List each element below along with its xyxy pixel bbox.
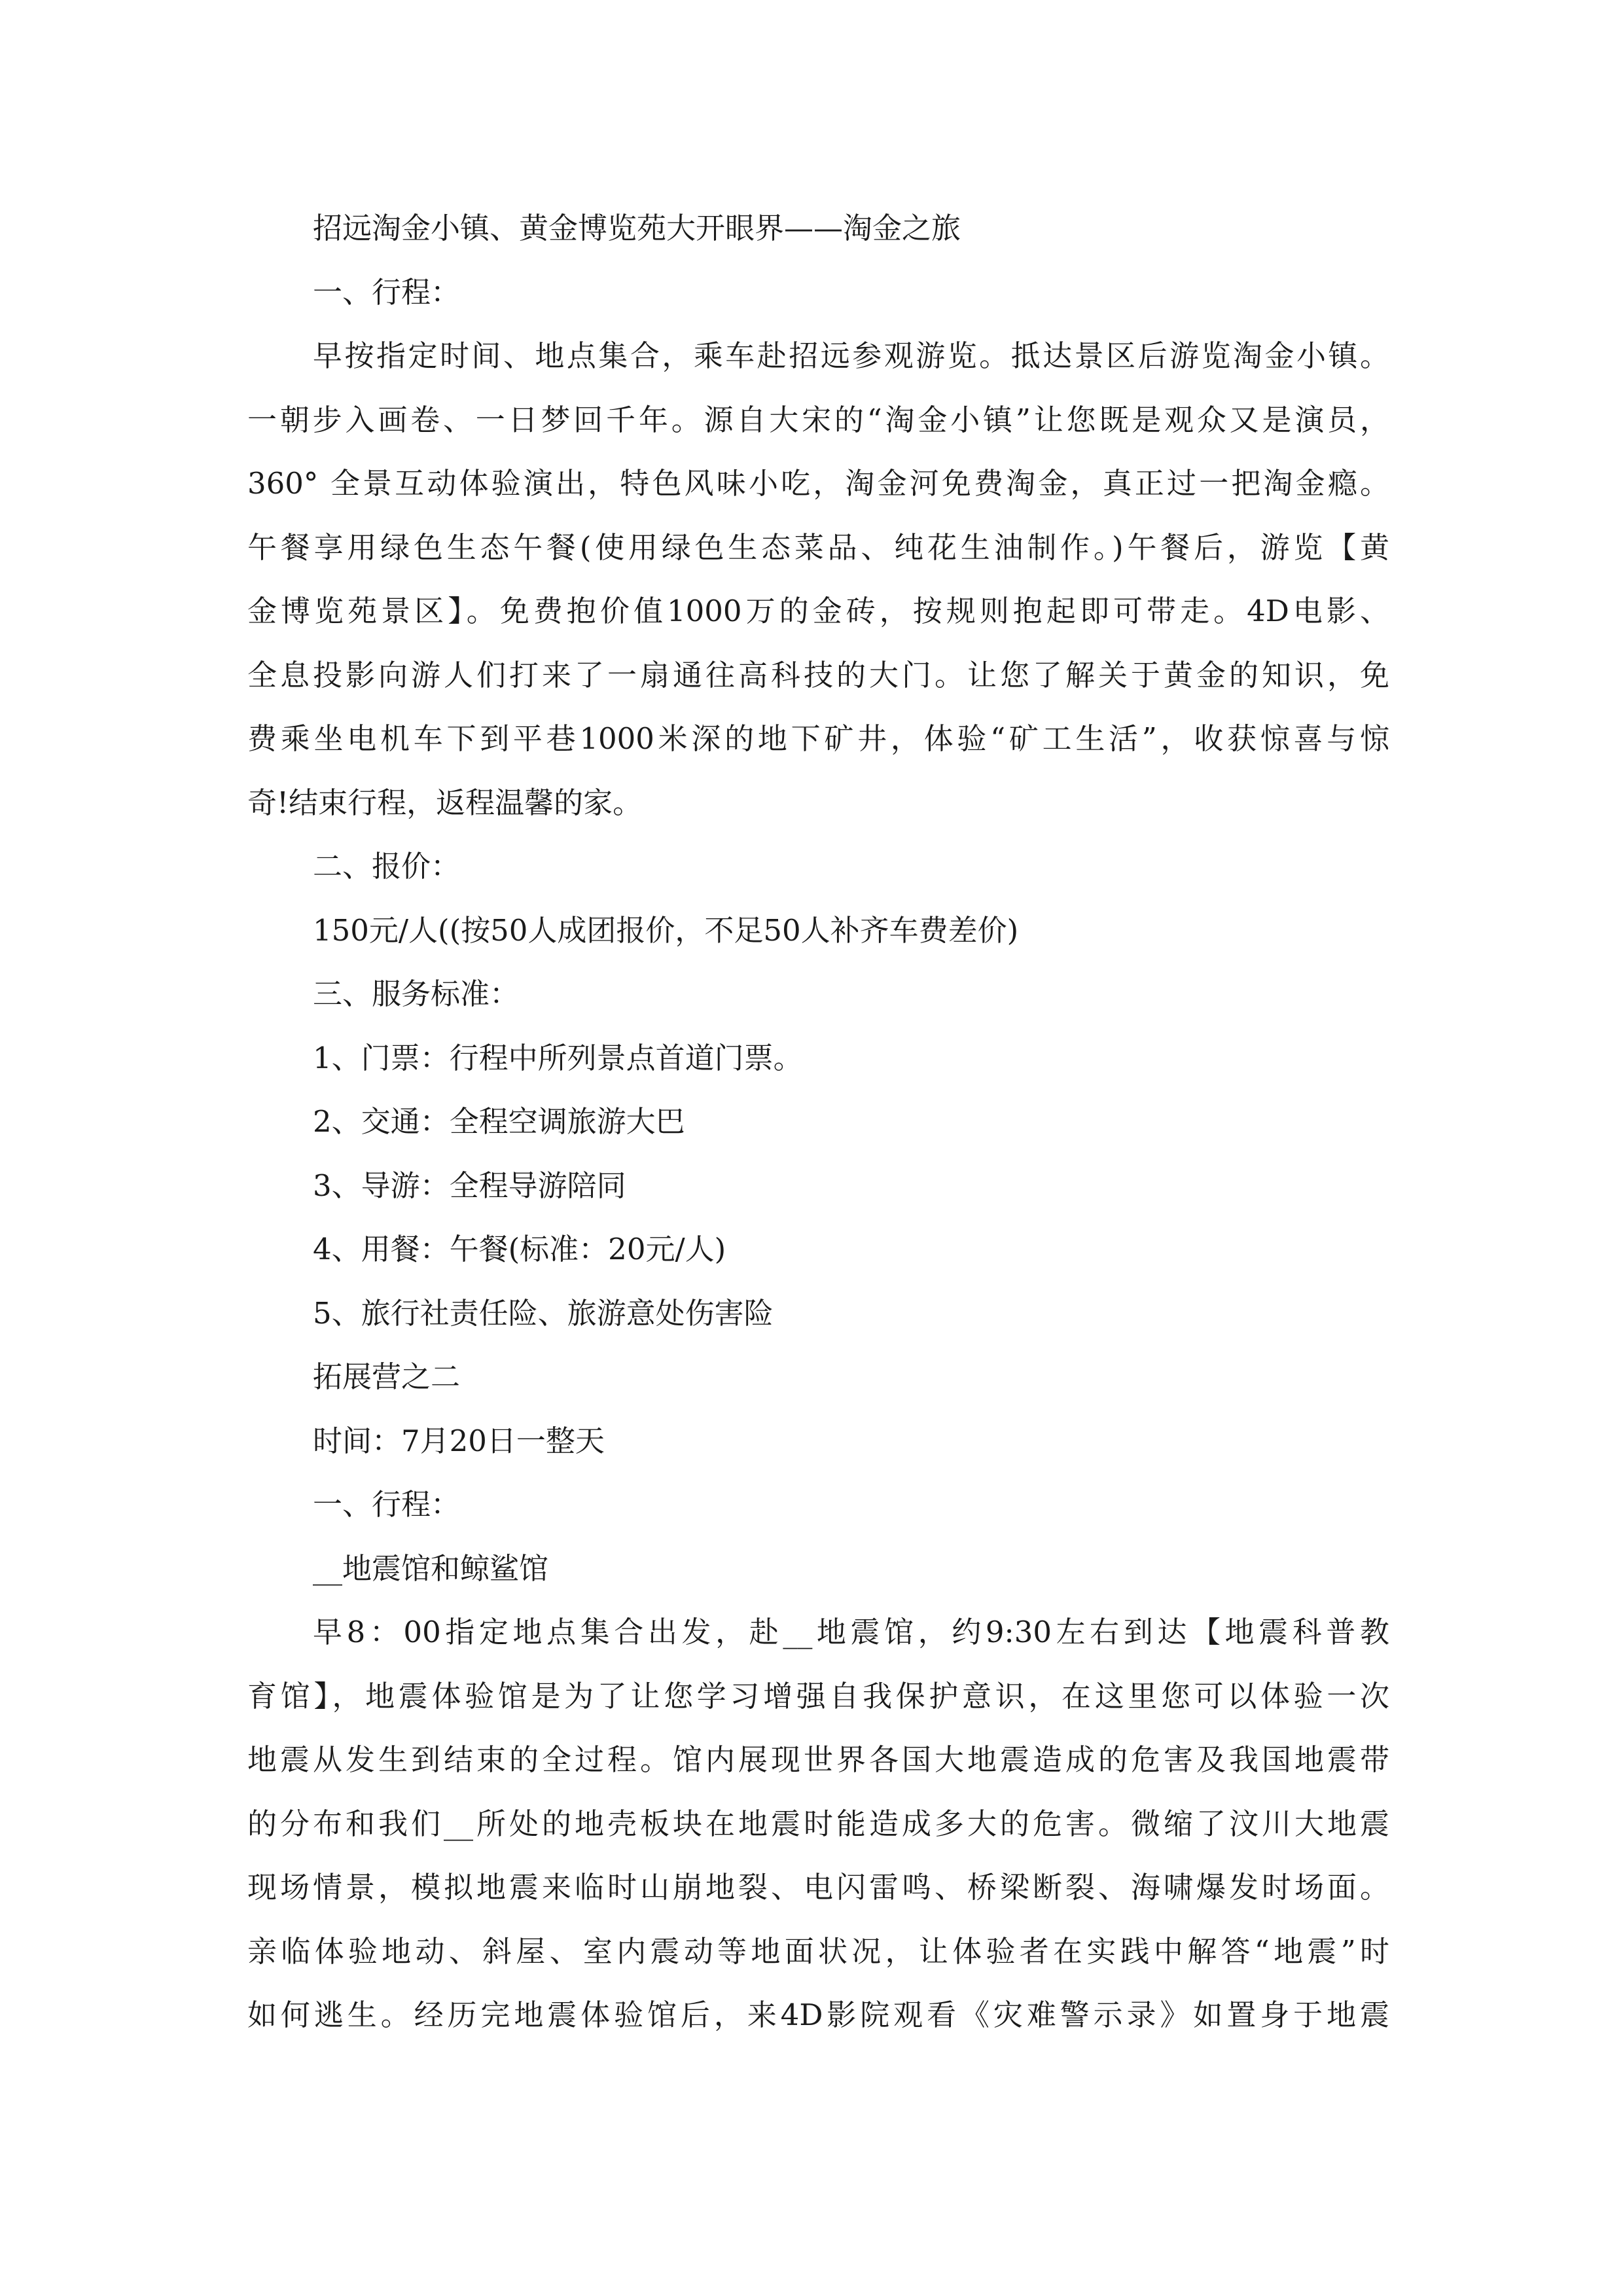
text-line-h1-itinerary-2: 一、行程： [313, 1487, 461, 1522]
text-line-h1-itinerary: 一、行程： [313, 274, 461, 310]
text-line-p1-l4: 午餐享用绿色生态午餐(使用绿色生态菜品、纯花生油制作。)午餐后，游览【黄 [247, 529, 1389, 565]
text-line-s1: 1、门票：行程中所列景点首道门票。 [313, 1040, 803, 1075]
text-line-p2-l5: 现场情景，模拟地震来临时山崩地裂、电闪雷鸣、桥梁断裂、海啸爆发时场面。 [247, 1870, 1389, 1905]
text-line-s3: 3、导游：全程导游陪同 [313, 1168, 626, 1203]
text-line-p1-l2: 一朝步入画卷、一日梦回千年。源自大宋的“淘金小镇”让您既是观众又是演员， [247, 402, 1389, 437]
text-line-s4: 4、用餐：午餐(标准：20元/人) [313, 1232, 726, 1266]
text-line-p1-l8: 奇!结束行程，返程温馨的家。 [247, 785, 643, 820]
text-line-p2-l6: 亲临体验地动、斜屋、室内震动等地面状况，让体验者在实践中解答“地震”时 [247, 1933, 1389, 1969]
text-line-venue: __地震馆和鲸鲨馆 [313, 1551, 549, 1586]
text-line-p2-l2: 育馆】，地震体验馆是为了让您学习增强自我保护意识，在这里您可以体验一次 [247, 1678, 1389, 1713]
text-line-p1-l7: 费乘坐电机车下到平巷1000米深的地下矿井，体验“矿工生活”，收获惊喜与惊 [247, 721, 1389, 756]
text-line-h2-price: 二、报价： [313, 849, 461, 884]
text-line-p2-l4: 的分布和我们__所处的地壳板块在地震时能造成多大的危害。微缩了汶川大地震 [247, 1806, 1389, 1841]
text-line-p1-l3: 360° 全景互动体验演出，特色风味小吃，淘金河免费淘金，真正过一把淘金瘾。 [247, 466, 1389, 501]
text-line-p1-l5: 金博览苑景区】。免费抱价值1000万的金砖，按规则抱起即可带走。4D电影、 [247, 594, 1389, 628]
text-line-p2-l3: 地震从发生到结束的全过程。馆内展现世界各国大地震造成的危害及我国地震带 [247, 1742, 1389, 1777]
text-line-camp2: 拓展营之二 [313, 1359, 461, 1394]
text-line-price: 150元/人((按50人成团报价，不足50人补齐车费差价) [313, 912, 1019, 948]
text-line-h3-service: 三、服务标准： [313, 977, 520, 1011]
text-line-p2-l7: 如何逃生。经历完地震体验馆后，来4D影院观看《灾难警示录》如置身于地震 [247, 1998, 1389, 2032]
text-line-p2-l1: 早8：00指定地点集合出发，赴__地震馆，约9:30左右到达【地震科普教 [313, 1615, 1389, 1649]
document-body [247, 196, 1389, 2047]
text-line-p1-l1: 早按指定时间、地点集合，乘车赴招远参观游览。抵达景区后游览淘金小镇。 [313, 338, 1389, 373]
text-line-s2: 2、交通：全程空调旅游大巴 [313, 1104, 685, 1139]
text-line-time: 时间：7月20日一整天 [313, 1423, 605, 1458]
text-line-title: 招远淘金小镇、黄金博览苑大开眼界——淘金之旅 [313, 211, 961, 245]
text-line-p1-l6: 全息投影向游人们打来了一扇通往高科技的大门。让您了解关于黄金的知识，免 [247, 657, 1389, 692]
text-line-s5: 5、旅行社责任险、旅游意处伤害险 [313, 1295, 774, 1331]
